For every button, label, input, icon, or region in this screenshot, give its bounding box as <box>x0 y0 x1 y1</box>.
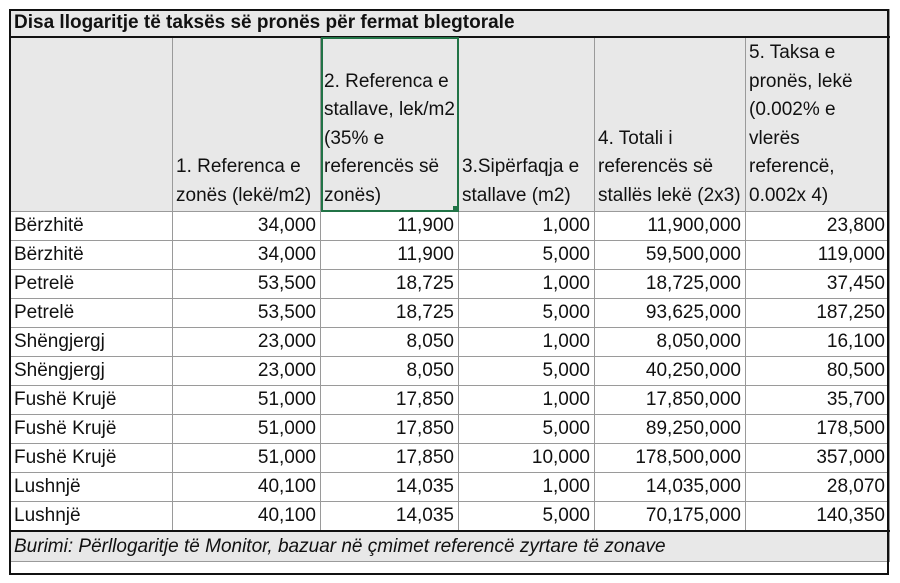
spreadsheet-table-area <box>9 9 889 575</box>
cell-stall-area[interactable]: 10,000 <box>459 444 595 473</box>
cell-zone-reference[interactable]: 34,000 <box>173 241 321 270</box>
cell-zone-reference[interactable]: 23,000 <box>173 357 321 386</box>
property-tax-table <box>9 9 890 562</box>
cell-place[interactable]: Fushë Krujë <box>10 386 173 415</box>
table-row <box>10 212 890 241</box>
table-row <box>10 299 890 328</box>
cell-zone-reference[interactable]: 51,000 <box>173 415 321 444</box>
title-row <box>10 10 890 38</box>
cell-stall-area[interactable]: 5,000 <box>459 502 595 532</box>
table-row <box>10 270 890 299</box>
cell-stall-area[interactable]: 1,000 <box>459 328 595 357</box>
cell-total-reference[interactable]: 178,500,000 <box>595 444 746 473</box>
cell-stall-reference[interactable]: 17,850 <box>321 415 459 444</box>
header-cell-stall-area[interactable]: 3.Sipërfaqja e stallave (m2) <box>459 37 595 212</box>
cell-stall-reference[interactable]: 18,725 <box>321 270 459 299</box>
cell-property-tax[interactable]: 119,000 <box>746 241 890 270</box>
cell-place[interactable]: Shëngjergj <box>10 357 173 386</box>
header-label-stall-reference: 2. Referenca e stallave, lek/m2 (35% e referencës së zonës) <box>324 70 455 206</box>
cell-stall-area[interactable]: 1,000 <box>459 473 595 502</box>
header-cell-property-tax[interactable]: 5. Taksa e pronës, lekë (0.002% e vlerës referencë, 0.002x 4) <box>746 37 890 212</box>
cell-zone-reference[interactable]: 51,000 <box>173 386 321 415</box>
cell-property-tax[interactable]: 140,350 <box>746 502 890 532</box>
cell-place[interactable]: Petrelë <box>10 299 173 328</box>
cell-property-tax[interactable]: 37,450 <box>746 270 890 299</box>
cell-stall-area[interactable]: 1,000 <box>459 386 595 415</box>
cell-stall-area[interactable]: 5,000 <box>459 415 595 444</box>
cell-stall-area[interactable]: 1,000 <box>459 270 595 299</box>
cell-total-reference[interactable]: 93,625,000 <box>595 299 746 328</box>
cell-stall-reference[interactable]: 17,850 <box>321 444 459 473</box>
cell-zone-reference[interactable]: 34,000 <box>173 212 321 241</box>
cell-total-reference[interactable]: 70,175,000 <box>595 502 746 532</box>
cell-stall-reference[interactable]: 11,900 <box>321 241 459 270</box>
cell-stall-area[interactable]: 5,000 <box>459 357 595 386</box>
header-row <box>10 37 890 212</box>
table-row <box>10 502 890 532</box>
cell-property-tax[interactable]: 187,250 <box>746 299 890 328</box>
cell-property-tax[interactable]: 357,000 <box>746 444 890 473</box>
table-row <box>10 444 890 473</box>
cell-property-tax[interactable]: 28,070 <box>746 473 890 502</box>
cell-zone-reference[interactable]: 40,100 <box>173 502 321 532</box>
cell-total-reference[interactable]: 11,900,000 <box>595 212 746 241</box>
cell-property-tax[interactable]: 178,500 <box>746 415 890 444</box>
cell-total-reference[interactable]: 14,035,000 <box>595 473 746 502</box>
header-cell-zone-reference[interactable]: 1. Referenca e zonës (lekë/m2) <box>173 37 321 212</box>
cell-zone-reference[interactable]: 53,500 <box>173 299 321 328</box>
cell-place[interactable]: Bërzhitë <box>10 241 173 270</box>
cell-stall-area[interactable]: 5,000 <box>459 241 595 270</box>
table-row <box>10 415 890 444</box>
cell-total-reference[interactable]: 17,850,000 <box>595 386 746 415</box>
cell-place[interactable]: Shëngjergj <box>10 328 173 357</box>
header-cell-place[interactable] <box>10 37 173 212</box>
cell-stall-area[interactable]: 5,000 <box>459 299 595 328</box>
table-row <box>10 386 890 415</box>
cell-total-reference[interactable]: 40,250,000 <box>595 357 746 386</box>
cell-stall-area[interactable]: 1,000 <box>459 212 595 241</box>
source-note-row <box>10 531 890 562</box>
table-body <box>10 10 890 562</box>
fill-handle[interactable] <box>453 206 459 212</box>
cell-property-tax[interactable]: 35,700 <box>746 386 890 415</box>
cell-stall-reference[interactable]: 17,850 <box>321 386 459 415</box>
cell-place[interactable]: Bërzhitë <box>10 212 173 241</box>
header-cell-stall-reference[interactable] <box>321 37 459 212</box>
cell-stall-reference[interactable]: 11,900 <box>321 212 459 241</box>
cell-property-tax[interactable]: 23,800 <box>746 212 890 241</box>
table-row <box>10 328 890 357</box>
table-row <box>10 241 890 270</box>
cell-zone-reference[interactable]: 40,100 <box>173 473 321 502</box>
table-row <box>10 357 890 386</box>
cell-place[interactable]: Petrelë <box>10 270 173 299</box>
cell-stall-reference[interactable]: 14,035 <box>321 473 459 502</box>
cell-place[interactable]: Lushnjë <box>10 502 173 532</box>
cell-zone-reference[interactable]: 51,000 <box>173 444 321 473</box>
header-cell-total-reference[interactable]: 4. Totali i referencës së stallës lekë (2x3) <box>595 37 746 212</box>
cell-zone-reference[interactable]: 53,500 <box>173 270 321 299</box>
cell-total-reference[interactable]: 18,725,000 <box>595 270 746 299</box>
cell-property-tax[interactable]: 16,100 <box>746 328 890 357</box>
cell-place[interactable]: Fushë Krujë <box>10 415 173 444</box>
table-title[interactable]: Disa llogaritje të taksës së pronës për fermat blegtorale <box>10 10 890 38</box>
cell-property-tax[interactable]: 80,500 <box>746 357 890 386</box>
source-note[interactable]: Burimi: Përllogaritje të Monitor, bazuar në çmimet referencë zyrtare të zonave <box>10 531 890 562</box>
cell-total-reference[interactable]: 59,500,000 <box>595 241 746 270</box>
cell-stall-reference[interactable]: 8,050 <box>321 328 459 357</box>
cell-stall-reference[interactable]: 8,050 <box>321 357 459 386</box>
cell-stall-reference[interactable]: 14,035 <box>321 502 459 532</box>
cell-stall-reference[interactable]: 18,725 <box>321 299 459 328</box>
cell-zone-reference[interactable]: 23,000 <box>173 328 321 357</box>
cell-place[interactable]: Lushnjë <box>10 473 173 502</box>
table-row <box>10 473 890 502</box>
cell-place[interactable]: Fushë Krujë <box>10 444 173 473</box>
cell-total-reference[interactable]: 8,050,000 <box>595 328 746 357</box>
cell-total-reference[interactable]: 89,250,000 <box>595 415 746 444</box>
